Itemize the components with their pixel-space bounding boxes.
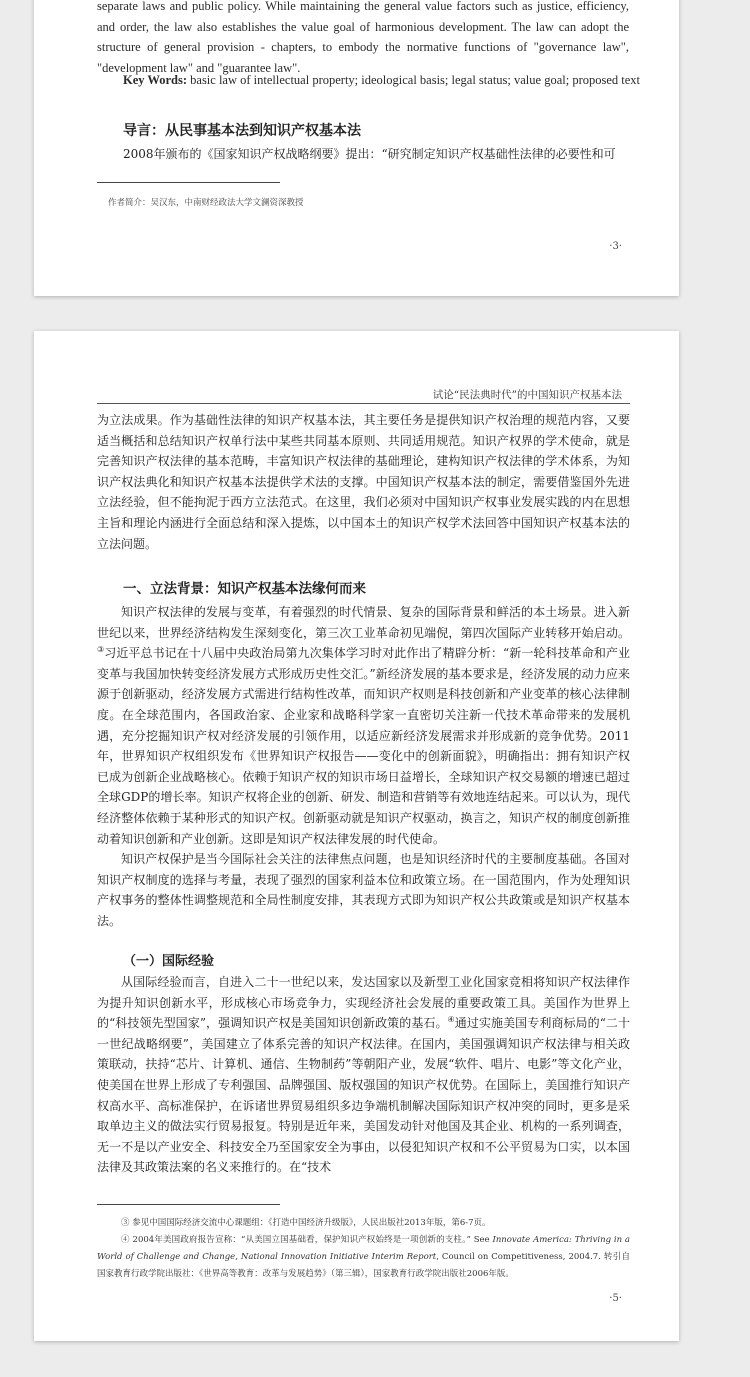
footnote-4 [97, 1232, 630, 1283]
paragraph-text: 知识产权法律的发展与变革，有着强烈的时代情景、复杂的国际背景和鲜活的本土场景。进入新世纪以来，世界经济结构发生深刻变化，第三次工业革命初见端倪，第四次国际产业转移开始启动。 [97, 605, 630, 640]
footnote-ref-4[interactable]: ④ [447, 1015, 455, 1025]
introduction-heading: 导言：从民事基本法到知识产权基本法 [123, 123, 361, 139]
body-paragraph-1 [97, 410, 630, 554]
section-heading: 一、立法背景：知识产权基本法缘何而来 [123, 581, 366, 597]
document-page-5 [34, 331, 679, 1341]
body-paragraph-4 [97, 972, 630, 1178]
footnote-divider [97, 182, 280, 183]
page-number: ·5· [609, 1293, 622, 1304]
paragraph-4 [97, 972, 630, 1178]
footnote-text: , Council on Competitiveness, 2004.7. 转引自国家教育行政学院出版社：《世界高等教育：改革与发展趋势》（第三辑），国家教育行政学院出版社2006年版。 [97, 1252, 631, 1279]
subsection-heading: （一）国际经验 [123, 954, 215, 969]
document-page-3 [34, 0, 679, 296]
paragraph-text: 通过实施美国专利商标局的“二十一世纪战略纲要”，美国建立了体系完善的知识产权法律。在国内，美国强调知识产权法律与相关政策联动，扶持“芯片、计算机、通信、生物制药”等朝阳产业，发展“软件、唱片、电影”等文化产业，使美国在世界上形成了专利强国、品牌强国、版权强国的知识产权优势。在国际上，美国推行知识产权高水平、高标准保护，在诉诸世界贸易组织多边争端机制解决国际知识产权冲突的同时，更多是采取单边主义的做法实行贸易报复。特别是近年来，美国发动针对他国及其企业、机构的一系列调查，无一不是以产业安全、科技安全乃至国家安全为事由，以侵犯知识产权和不公平贸易为口实，以本国法律及其政策法案的名义来推行的。在“技术 [97, 1016, 630, 1175]
header-divider [97, 403, 630, 404]
paragraph-text: 习近平总书记在十八届中央政治局第九次集体学习时对此作出了精辟分析：“新一轮科技革命和产业变革与我国加快转变经济发展方式形成历史性交汇。”新经济发展的基本要求是，经济发展的动力应来源于创新驱动，经济发展方式需进行结构性改革，而知识产权则是科技创新和产业变革的核心法律制度。在全球范围内，各国政治家、企业家和战略科学家一直密切关注新一代技术革命带来的发展机遇，充分挖掘知识产权对经济发展的引领作用，以适应新经济发展需求并形成新的竞争优势。2011年，世界知识产权组织发布《世界知识产权报告——变化中的创新面貌》，明确指出：拥有知识产权已成为创新企业战略核心。依赖于知识产权的知识市场日益增长，全球知识产权交易额的增速已超过全球GDP的增长率。知识产权将企业的创新、研发、制造和营销等有效地连结起来。可以认为，现代经济整体依赖于某种形式的知识产权。创新驱动就是知识产权驱动，换言之，知识产权的制度创新推动着知识创新和产业创新。这即是知识产权法律发展的时代使命。 [97, 646, 631, 846]
english-keywords [97, 70, 641, 91]
page-number: ·3· [609, 241, 622, 252]
paragraph-text: 从国际经验而言，自进入二十一世纪以来，发达国家以及新型工业化国家竞相将知识产权法律作为提升知识创新水平，形成核心市场竞争力，实现经济社会发展的重要政策工具。美国作为世界上的“科技领先型国家”，强调知识产权是美国知识创新政策的基石。 [97, 975, 630, 1031]
footnote-text: ④ 2004年美国政府报告宣称：“从美国立国基础看，保护知识产权始终是一项创新的支柱。” See [121, 1235, 493, 1245]
introduction-first-line: 2008年颁布的《国家知识产权战略纲要》提出：“研究制定知识产权基础性法律的必要性和可 [123, 147, 616, 161]
author-note: 作者简介：吴汉东，中南财经政法大学文澜资深教授 [108, 198, 304, 208]
keywords-text: basic law of intellectual property; ideological basis; legal status; value goal; proposed text [187, 73, 641, 87]
running-header: 试论“民法典时代”的中国知识产权基本法 [432, 389, 622, 401]
footnote-3: ③ 参见中国国际经济交流中心课题组：《打造中国经济升级版》，人民出版社2013年版，第6-7页。 [121, 1218, 491, 1228]
footnotes [97, 1215, 630, 1283]
footnote-title: Innovate America: Thriving in a World of Challenge and Change, National Innovation Initiative Interim Report [97, 1235, 630, 1262]
footnote-divider [97, 1204, 280, 1205]
paragraph-text: 为立法成果。作为基础性法律的知识产权基本法，其主要任务是提供知识产权治理的规范内容，又要适当概括和总结知识产权单行法中某些共同基本原则、共同适用规范。知识产权界的学术使命，就是完善知识产权法律的基本范畴，丰富知识产权法律的基础理论，建构知识产权法律的学术体系，为知识产权法典化和知识产权基本法提供学术法的支撑。中国知识产权基本法的制定，需要借鉴国外先进立法经验，但不能拘泥于西方立法范式。在这里，我们必须对中国知识产权事业发展实践的内在思想主旨和理论内涵进行全面总结和深入提炼，以中国本土的知识产权学术法回答中国知识产权基本法的立法问题。 [97, 413, 630, 551]
paragraph-3: 知识产权保护是当今国际社会关注的法律焦点问题，也是知识经济时代的主要制度基础。各国对知识产权制度的选择与考量，表现了强烈的国家利益本位和政策立场。在一国范围内，作为处理知识产权事务的整体性调整规范和全局性制度安排，其表现方式即为知识产权公共政策或是知识产权基本法。 [97, 852, 630, 928]
keywords-label: Key Words: [123, 73, 188, 87]
english-abstract: separate laws and public policy. While maintaining the general value factors such as justice, efficiency, and order, the law also establishes the value goal of harmonious development. The law can adopt the structure of general provision - chapters, to embody the normative functions of "governance law", "development law" and "guarantee law". [97, 0, 629, 75]
body-paragraphs-2-3 [97, 602, 630, 932]
footnote-ref-3[interactable]: ③ [97, 645, 105, 655]
paragraph-2 [97, 602, 630, 849]
